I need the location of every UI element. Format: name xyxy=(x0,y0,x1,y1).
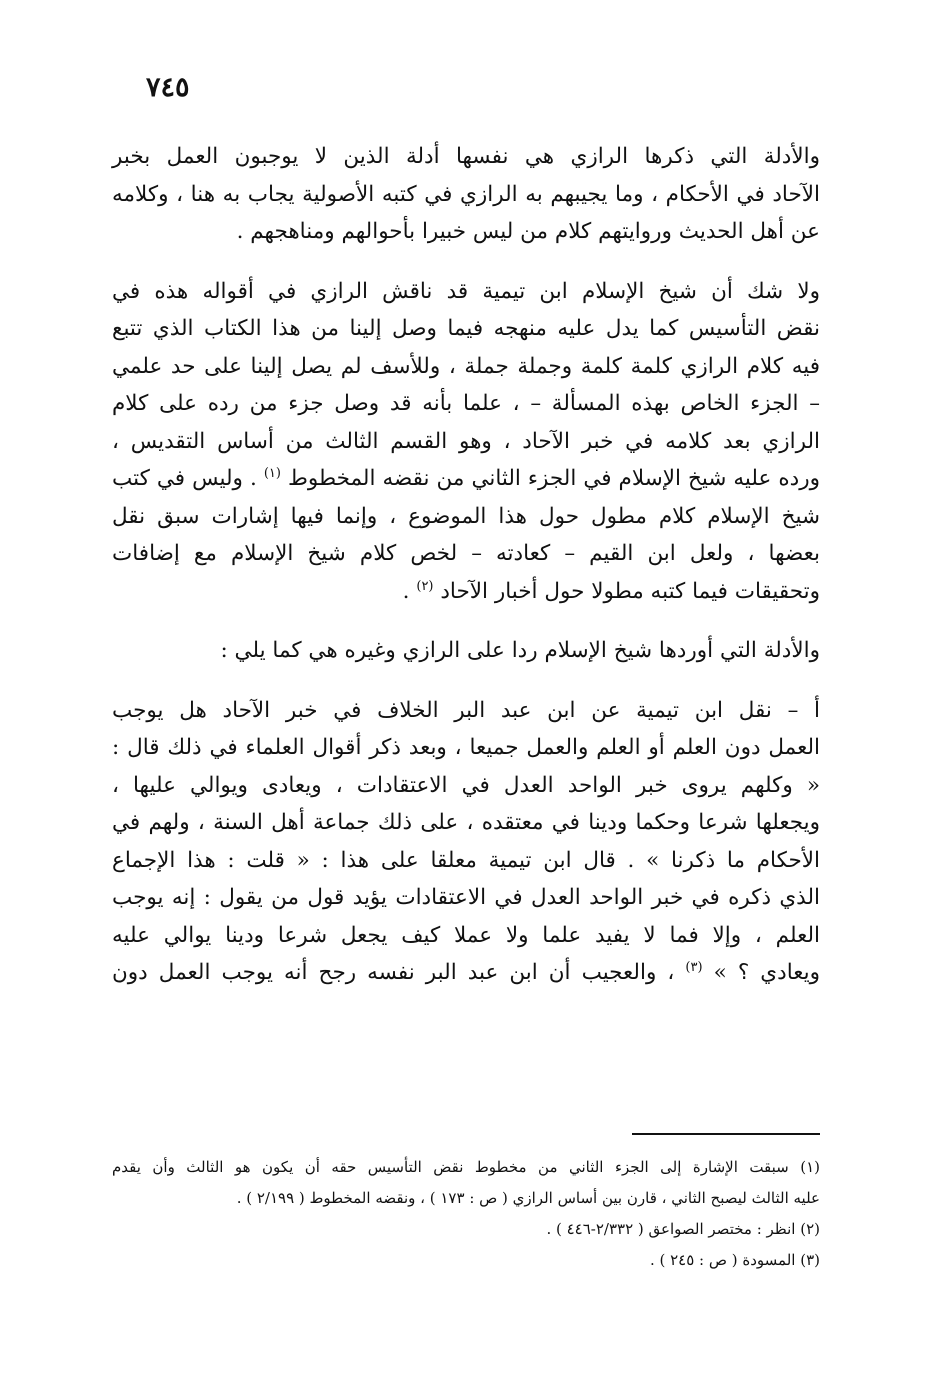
text-line: العلم ، وإلا فما لا يفيد علما ولا عملا كيف يجعل شرعا ودينا يوالي عليه xyxy=(112,922,820,948)
text-line: الذي ذكره في خبر الواحد العدل في الاعتقادات يؤيد قول من يقول : إنه يوجب xyxy=(112,885,820,910)
text-line: – الجزء الخاص بهذه المسألة – ، علما بأنه قد وصل جزء من رده على كلام xyxy=(112,391,820,416)
text-line: عن أهل الحديث وروايتهم كلام من ليس خبيرا بأحوالهم ومناهجهم . xyxy=(236,219,820,244)
text-line: الآحاد في الأحكام ، وما يجيبهم به الرازي في كتبه الأصولية يجاب به هنا ، وكلامه xyxy=(112,181,820,207)
text-line: نقض التأسيس كما يدل عليه منهجه فيما وصل إلينا من هذا الكتاب الذي تتبع xyxy=(112,316,820,341)
footnote-1-continued: عليه الثالث ليصبح الثاني ، قارن بين أساس الرازي ( ص : ١٧٣ ) ، ونقضه المخطوط ( ٢/١٩٩ ) . xyxy=(236,1189,820,1207)
text-line-with-footnote xyxy=(112,460,820,498)
footnote-3: (٣) المسودة ( ص : ٢٤٥ ) . xyxy=(649,1251,820,1269)
footnotes xyxy=(112,1152,820,1276)
footnote-ref-1[interactable]: (١) xyxy=(263,465,281,481)
line-tail: . xyxy=(402,578,410,604)
body-text xyxy=(112,138,820,1014)
text-line: ولا شك أن شيخ الإسلام ابن تيمية قد ناقش الرازي في أقواله هذه في xyxy=(112,278,820,304)
text-line-with-footnote xyxy=(112,954,820,992)
footnote-2: (٢) انظر : مختصر الصواعق ( ٢/٣٣٢-٤٤٦ ) . xyxy=(546,1220,820,1238)
paragraph-2 xyxy=(112,273,820,611)
text-line: ويجعلها شرعا وحكما ودينا في معتقده ، على ذلك جماعة أهل السنة ، ولهم في xyxy=(112,810,820,835)
text-line: والأدلة التي أوردها شيخ الإسلام ردا على الرازي وغيره هي كما يلي : xyxy=(220,638,820,663)
line-text: ويعادي ؟ » xyxy=(713,960,820,985)
text-line: بعضها ، ولعل ابن القيم – كعادته – لخص كلام شيخ الإسلام مع إضافات xyxy=(112,541,820,566)
line-tail: ، والعجيب أن ابن عبد البر نفسه رجح أنه يوجب العمل دون xyxy=(112,960,675,985)
text-line: فيه كلام الرازي كلمة كلمة وجملة جملة ، وللأسف لم يصل إلينا على حد علمي xyxy=(112,353,820,379)
footnote-separator xyxy=(632,1133,820,1135)
text-line: والأدلة التي ذكرها الرازي هي نفسها أدلة الذين لا يوجبون العمل بخبر xyxy=(112,144,820,169)
footnote-ref-2[interactable]: (٢) xyxy=(416,578,434,594)
text-line: أ – نقل ابن تيمية عن ابن عبد البر الخلاف في خبر الآحاد هل يوجب xyxy=(112,697,820,723)
paragraph-3 xyxy=(112,632,820,670)
line-text: وتحقيقات فيما كتبه مطولا حول أخبار الآحاد xyxy=(440,578,820,604)
footnote-ref-3[interactable]: (٣) xyxy=(685,959,703,975)
text-line: العمل دون العلم أو العلم والعمل جميعا ، وبعد ذكر أقوال العلماء في ذلك قال : xyxy=(112,735,820,760)
text-line: « وكلهم يروى خبر الواحد العدل في الاعتقادات ، ويعادى ويوالي عليها ، xyxy=(112,772,820,798)
paragraph-1 xyxy=(112,138,820,251)
paragraph-4 xyxy=(112,692,820,992)
page-number: ٧٤٥ xyxy=(146,72,190,103)
line-tail: . وليس في كتب xyxy=(112,466,257,491)
footnote-1: (١) سبقت الإشارة إلى الجزء الثاني من مخطوط نقض التأسيس حقه أن يكون هو الثالث وأن يقدم xyxy=(112,1158,820,1176)
text-line: الأحكام ما ذكرنا » . قال ابن تيمية معلقا على هذا : « قلت : هذا الإجماع xyxy=(112,847,820,873)
line-text: ورده عليه شيخ الإسلام في الجزء الثاني من نقضه المخطوط xyxy=(287,466,820,491)
text-line: شيخ الإسلام كلام مطول حول هذا الموضوع ، وإنما فيها إشارات سبق نقل xyxy=(112,503,820,529)
text-line: الرازي بعد كلامه في خبر الآحاد ، وهو القسم الثالث من أساس التقديس ، xyxy=(112,428,820,454)
text-line-with-footnote xyxy=(112,573,820,611)
